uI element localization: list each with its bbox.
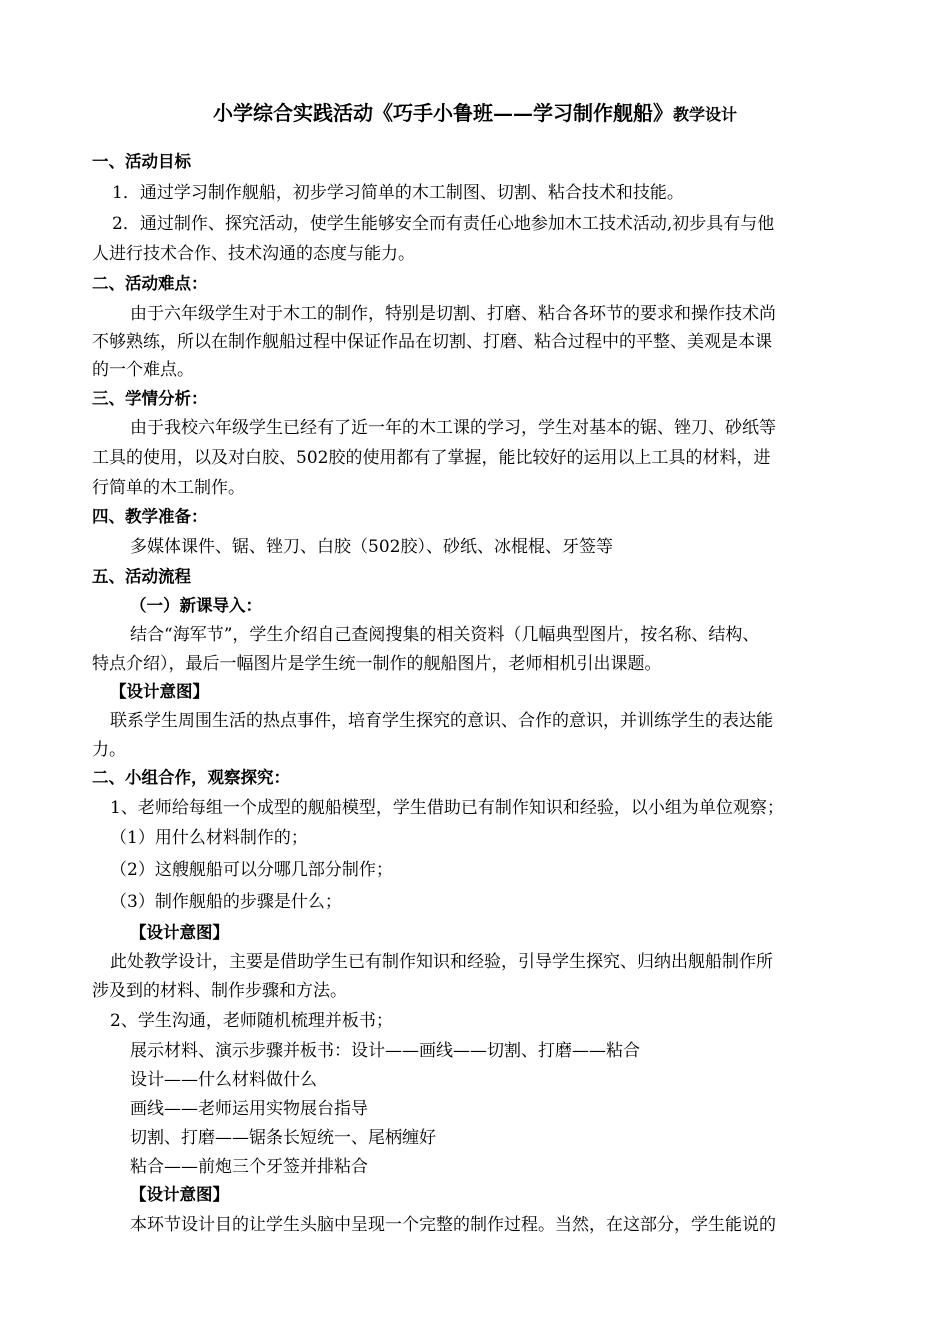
body-text-line: 画线——老师运用实物展台指导 [130, 1099, 368, 1119]
section-heading: 二、活动难点： [92, 274, 208, 293]
body-text-line: 2、学生沟通，老师随机梳理并板书； [110, 1011, 393, 1031]
title-main: 小学综合实践活动《巧手小鲁班——学习制作舰船》 [212, 101, 673, 125]
body-text-line: 2．通过制作、探究活动，使学生能够安全而有责任心地参加木工技术活动,初步具有与他 [112, 214, 775, 234]
body-text-line: 切割、打磨——锯条长短统一、尾柄缠好 [130, 1128, 436, 1148]
section-heading: 【设计意图】 [110, 682, 209, 701]
body-text-line: 展示材料、演示步骤并板书：设计——画线——切割、打磨——粘合 [130, 1041, 640, 1061]
body-text-line: 粘合——前炮三个牙签并排粘合 [130, 1157, 368, 1177]
body-text-line: （1）用什么材料制作的； [110, 828, 308, 848]
title-sub: 教学设计 [672, 105, 737, 124]
body-text-line: 由于我校六年级学生已经有了近一年的木工课的学习，学生对基本的锯、锉刀、砂纸等 [130, 418, 776, 438]
body-text-line: 1．通过学习制作舰船，初步学习简单的木工制图、切割、粘合技术和技能。 [112, 183, 684, 203]
section-heading: 四、教学准备： [92, 507, 208, 526]
body-text-line: 特点介绍），最后一幅图片是学生统一制作的舰船图片，老师相机引出课题。 [92, 654, 662, 674]
body-text-line: 由于六年级学生对于木工的制作，特别是切割、打磨、粘合各环节的要求和操作技术尚 [130, 304, 776, 324]
body-text-line: 结合“海军节”，学生介绍自己查阅搜集的相关资料（几幅典型图片，按名称、结构、 [130, 625, 760, 645]
body-text-line: 力。 [92, 740, 126, 760]
section-heading: 五、活动流程 [92, 567, 191, 586]
section-heading: 二、小组合作，观察探究： [92, 768, 290, 787]
body-text-line: 本环节设计目的让学生头脑中呈现一个完整的制作过程。当然，在这部分，学生能说的 [130, 1215, 776, 1235]
body-text-line: 此处教学设计，主要是借助学生已有制作知识和经验，引导学生探究、归纳出舰船制作所 [110, 952, 773, 972]
document-title [0, 98, 950, 130]
body-text-line: 涉及到的材料、制作步骤和方法。 [92, 981, 347, 1001]
body-text-line: 工具的使用，以及对白胶、502胶的使用都有了掌握，能比较好的运用以上工具的材料，进 [92, 448, 771, 468]
body-text-line: 的一个难点。 [92, 360, 194, 380]
section-heading: 【设计意图】 [130, 1185, 229, 1204]
body-text-line: （3）制作舰船的步骤是什么； [110, 892, 342, 912]
section-heading: （一）新课导入： [130, 596, 262, 615]
section-heading: 三、学情分析： [92, 389, 208, 408]
body-text-line: 行简单的木工制作。 [92, 478, 245, 498]
body-text-line: 不够熟练，所以在制作舰船过程中保证作品在切割、打磨、粘合过程中的平整、美观是本课 [92, 332, 772, 352]
section-heading: 一、活动目标 [92, 152, 191, 171]
body-text-line: 设计——什么材料做什么 [130, 1070, 317, 1090]
body-text-line: 多媒体课件、锯、锉刀、白胶（502胶）、砂纸、冰棍棍、牙签等 [130, 537, 613, 557]
body-text-line: 1、老师给每组一个成型的舰船模型，学生借助已有制作知识和经验，以小组为单位观察； [110, 798, 784, 818]
body-text-line: 人进行技术合作、技术沟通的态度与能力。 [92, 244, 415, 264]
body-text-line: 联系学生周围生活的热点事件，培育学生探究的意识、合作的意识，并训练学生的表达能 [110, 711, 773, 731]
body-text-line: （2）这艘舰船可以分哪几部分制作； [110, 860, 393, 880]
section-heading: 【设计意图】 [130, 923, 229, 942]
